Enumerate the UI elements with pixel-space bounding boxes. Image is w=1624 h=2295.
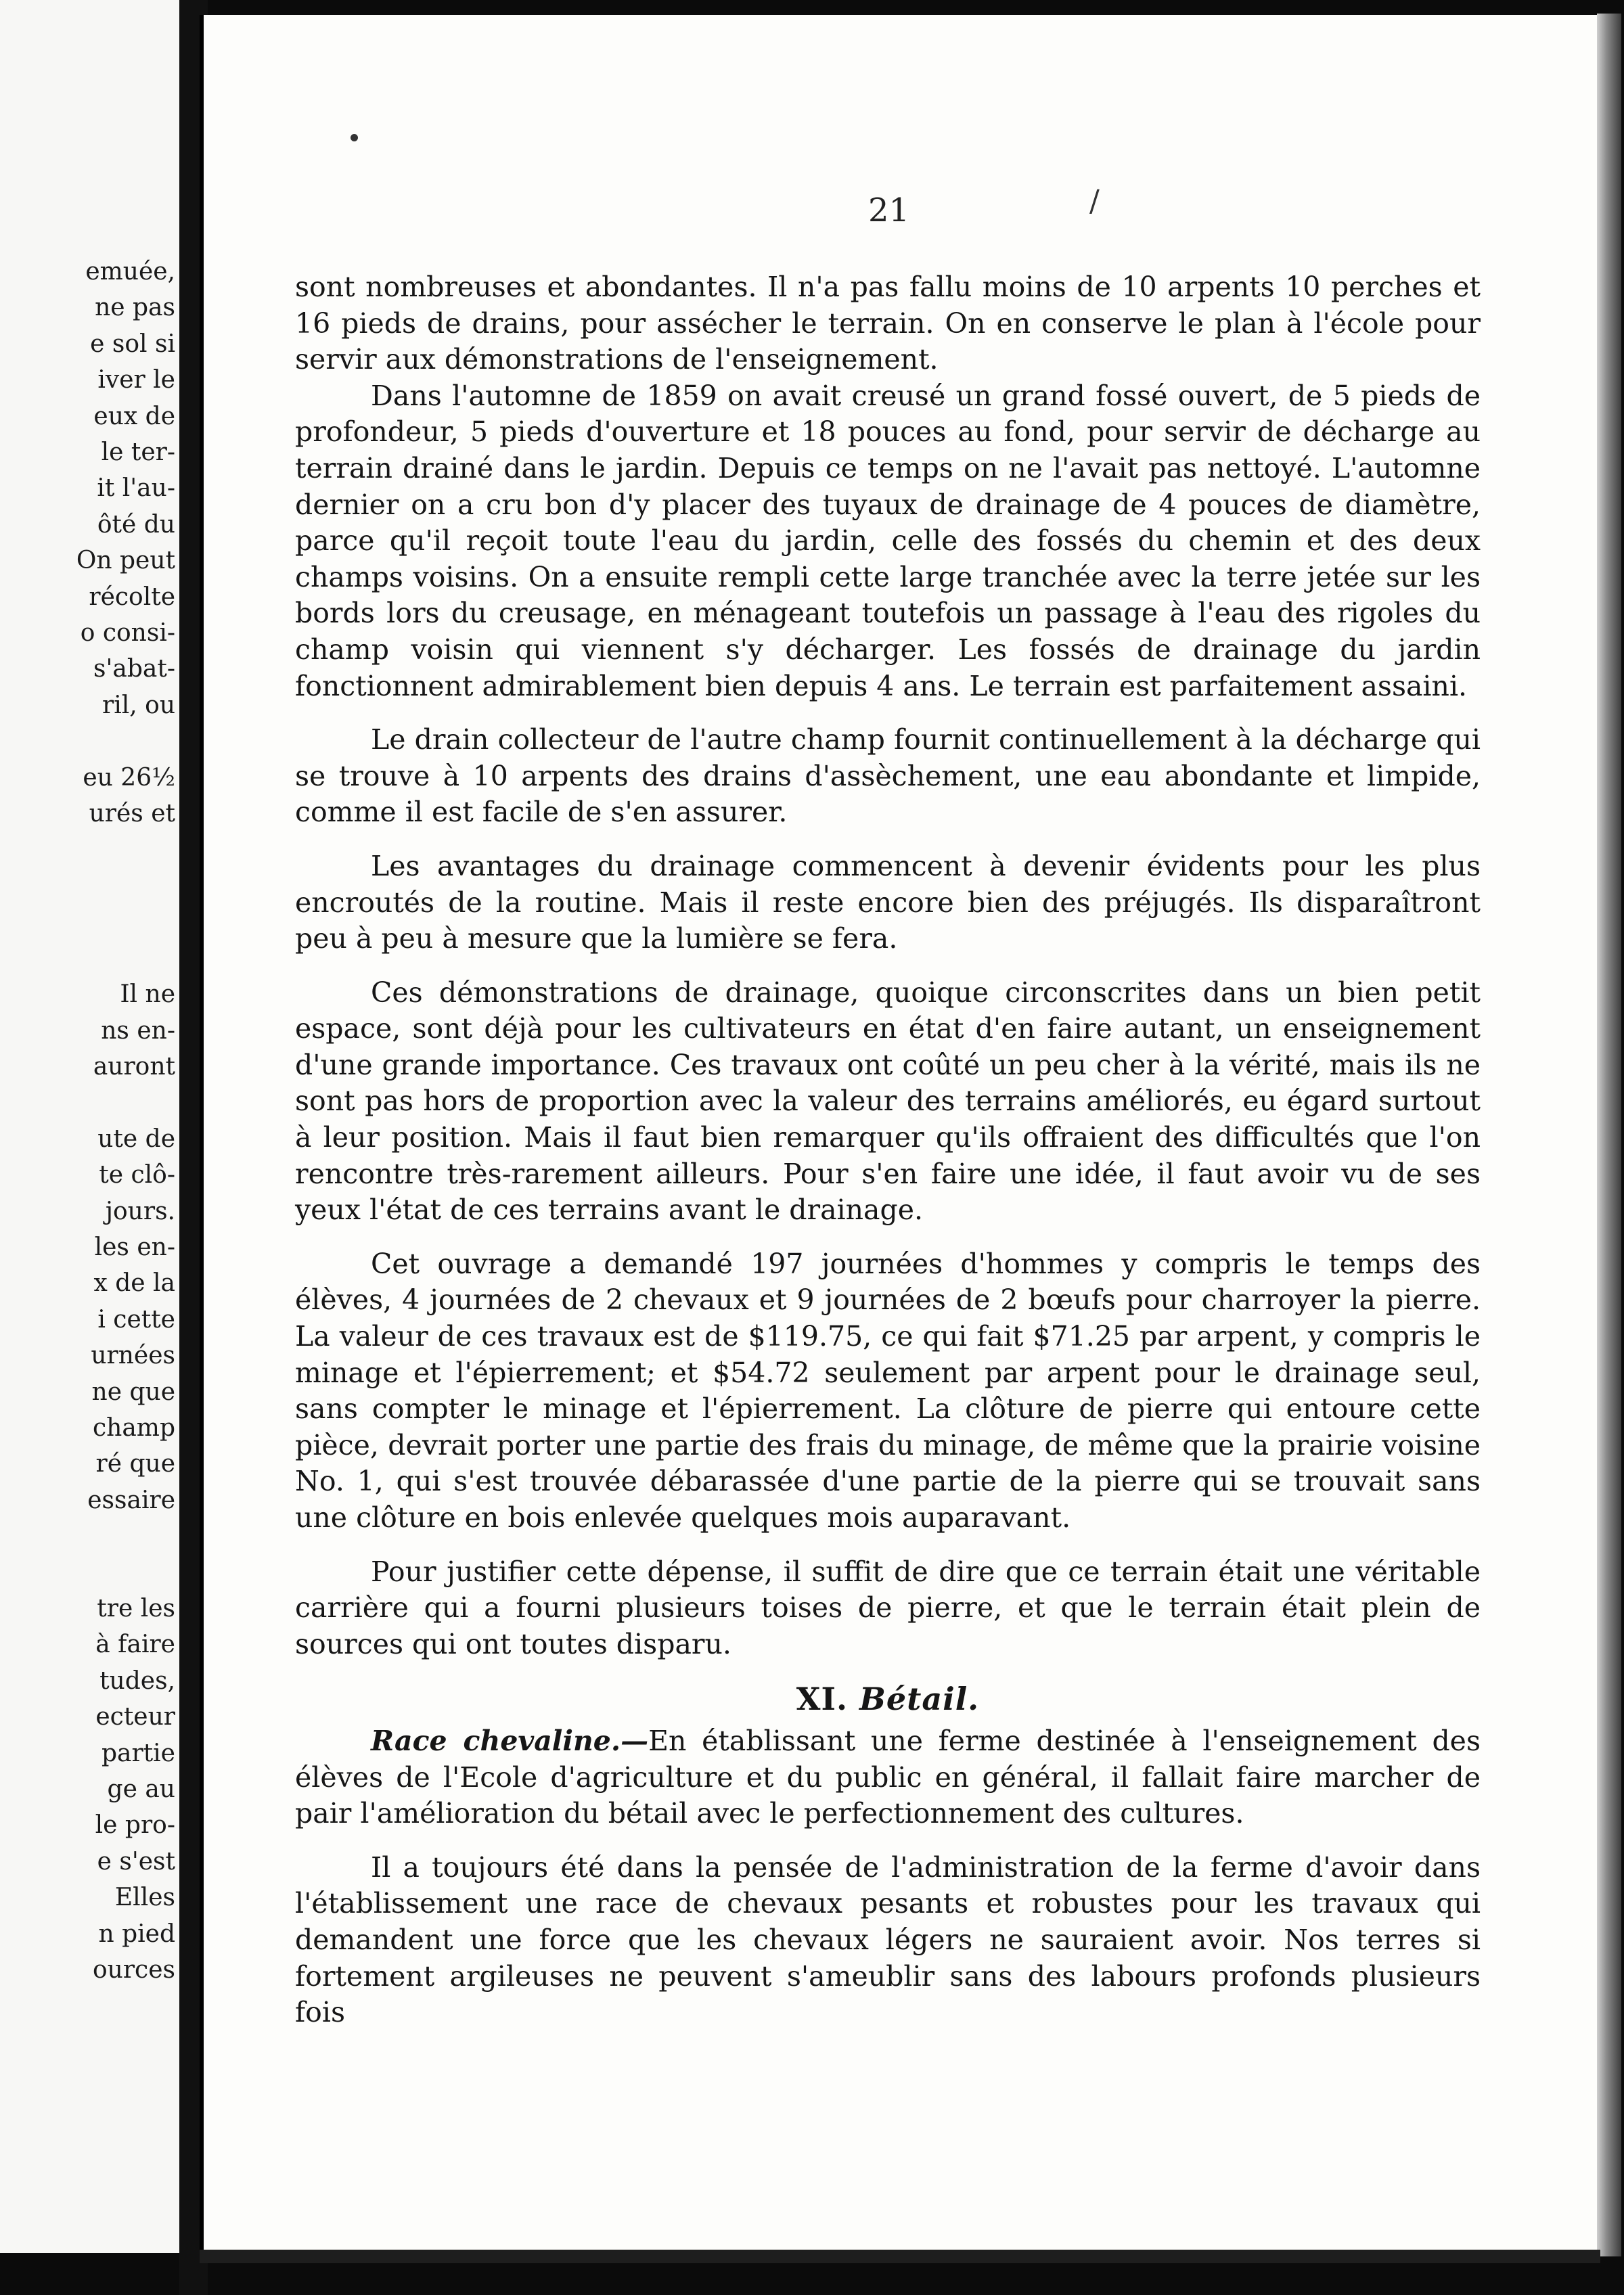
left-page-line — [76, 1085, 175, 1120]
left-page-line: auront — [93, 1052, 175, 1081]
left-page-line: n pied — [98, 1919, 175, 1948]
paragraph-4: Les avantages du drainage commencent à devenir évidents pour les plus encroutés de la routine. Mais il reste encore bien des préjugés. Ils disparaîtront peu à peu à mesure que la lumière se fera. — [295, 849, 1481, 955]
left-page-text — [76, 254, 175, 1989]
left-page-line: ne pas — [95, 294, 175, 322]
left-page-line: i cette — [97, 1305, 175, 1334]
paragraph-3: Le drain collecteur de l'autre champ fournit continuellement à la décharge qui se trouve à 10 arpents des drains d'assèchement, une eau abondante et limpide, comme il est facile de s'en assurer. — [295, 723, 1481, 829]
left-page-line: x de la — [93, 1269, 175, 1298]
left-page-line: ne que — [91, 1378, 175, 1406]
left-page-line: tudes, — [99, 1666, 175, 1695]
left-page-line: ôté du — [97, 510, 175, 539]
left-page-line — [76, 940, 175, 976]
section-number: XI. — [796, 1681, 849, 1718]
left-page-line: récolte — [89, 583, 175, 611]
left-page-line: urnées — [91, 1342, 175, 1370]
paragraph-5: Ces démonstrations de drainage, quoique circonscrites dans un bien petit espace, sont déjà pour les cultivateurs en état d'en faire autant, un enseignement d'une grande importance. Ces travaux ont coûté un peu cher à la vérité, mais ils ne sont pas hors de proportion avec la valeur des terrains améliorés, eu égard surtout à leur position. Mais il faut bien remarquer qu'ils offraient des difficultés que l'on rencontre très-rarement ailleurs. Pour s'en faire une idée, il faut avoir vu de ses yeux l'état de ces terrains avant le drainage. — [295, 976, 1481, 1227]
left-page-line: à faire — [95, 1631, 175, 1659]
left-page-line: ute de — [97, 1124, 175, 1153]
left-page-line: jours. — [105, 1197, 175, 1225]
stray-mark: / — [1089, 184, 1100, 219]
left-page-line: s'abat- — [93, 655, 175, 683]
left-page-line: Elles — [114, 1884, 175, 1912]
left-page-line: eux de — [93, 402, 175, 430]
left-page-line: ril, ou — [102, 691, 175, 719]
left-page-line: ge au — [107, 1775, 175, 1804]
left-page-line — [76, 1555, 175, 1591]
page-edge — [1597, 14, 1621, 2256]
left-page-line: ources — [92, 1956, 175, 1984]
left-page-line — [76, 904, 175, 940]
left-page-line: emuée, — [85, 258, 175, 286]
run-in-heading: Race chevaline.— — [371, 1724, 649, 1757]
left-page-line: it l'au- — [97, 474, 175, 503]
left-page-line: partie — [101, 1739, 175, 1767]
left-page-line — [76, 1518, 175, 1554]
left-page-line: les en- — [94, 1233, 175, 1261]
paragraph-8-text: En établissant une ferme destinée à l'enseignement des élèves de l'Ecole d'agriculture et du public en général, il fallait faire marcher de pair l'amélioration du bétail avec le perfectionnement des cultures. — [295, 1724, 1481, 1830]
ink-dot — [351, 134, 358, 141]
left-page-line: le ter- — [101, 438, 175, 467]
paragraph-8 — [295, 1723, 1481, 1832]
left-page-line: tre les — [97, 1595, 175, 1623]
left-page-line: e sol si — [90, 330, 175, 358]
left-page-line: ecteur — [95, 1703, 175, 1731]
left-page-line — [76, 723, 175, 759]
left-page-line: essaire — [87, 1486, 175, 1514]
left-page-line — [76, 832, 175, 868]
left-page-line: ré que — [95, 1450, 175, 1478]
page-body — [295, 269, 1481, 2031]
left-page-line — [76, 868, 175, 904]
left-page-line: e s'est — [97, 1847, 175, 1876]
page-bottom-shadow — [200, 2250, 1600, 2263]
left-page-line: urés et — [89, 800, 175, 828]
left-page-line: le pro- — [95, 1811, 175, 1840]
paragraph-1: sont nombreuses et abondantes. Il n'a pas fallu moins de 10 arpents 10 perches et 16 pieds de drains, pour assécher le terrain. On en conserve le plan à l'école pour servir aux démonstrations de l'enseignement. — [295, 271, 1481, 376]
section-heading — [295, 1681, 1481, 1718]
left-page-line: eu 26½ — [83, 763, 175, 792]
left-page — [0, 0, 179, 2253]
paragraph-9: Il a toujours été dans la pensée de l'administration de la ferme d'avoir dans l'établissement une race de chevaux pesants et robustes pour les travaux qui demandent une force que les chevaux légers ne sauraient avoir. Nos terres si fortement argileuses ne peuvent s'ameublir sans des labours profonds plusieurs fois — [295, 1850, 1481, 2029]
left-page-line: On peut — [76, 547, 175, 575]
left-page-line: o consi- — [80, 619, 175, 647]
paragraph-2: Dans l'automne de 1859 on avait creusé un grand fossé ouvert, de 5 pieds de profondeur, 5 pieds d'ouverture et 18 pouces au fond, pour servir de décharge au terrain drainé dans le jardin. Depuis ce temps on ne l'avait pas nettoyé. L'automne dernier on a cru bon d'y placer des tuyaux de drainage de 4 pouces de diamètre, parce qu'il reçoit toute l'eau du jardin, celle des fossés du chemin et des deux champs voisins. On a ensuite rempli cette large tranchée avec la terre jetée sur les bords lors du creusage, en ménageant toutefois un passage à l'eau des rigoles du champ voisin qui viennent s'y décharger. Les fossés de drainage du jardin fonctionnent admirablement bien depuis 4 ans. Le terrain est parfaitement assaini. — [295, 379, 1481, 702]
left-page-line: champ — [93, 1414, 175, 1442]
section-title: Bétail. — [859, 1681, 980, 1718]
page-number: 21 — [868, 191, 910, 229]
paragraph-7: Pour justifier cette dépense, il suffit de dire que ce terrain était une véritable carrière qui a fourni plusieurs toises de pierre, et que le terrain était plein de sources qui ont toutes disparu. — [295, 1555, 1481, 1660]
left-page-line: Il ne — [120, 980, 175, 1009]
left-page-line: iver le — [97, 366, 175, 394]
left-page-line: ns en- — [101, 1016, 175, 1045]
paragraph-6: Cet ouvrage a demandé 197 journées d'hommes y compris le temps des élèves, 4 journées de 2 chevaux et 9 journées de 2 bœufs pour charroyer la pierre. La valeur de ces travaux est de $119.75, ce qui fait $71.25 par arpent, y compris le minage et l'épierrement; et $54.72 seulement par arpent pour le drainage seul, sans compter le minage et l'épierrement. La clôture de pierre qui entoure cette pièce, devrait porter une partie des frais du minage, de même que la prairie voisine No. 1, qui s'est trouvée débarassée d'une partie de la pierre qui se trouvait sans une clôture en bois enlevée quelques mois auparavant. — [295, 1247, 1481, 1534]
left-page-line: te clô- — [99, 1161, 175, 1189]
